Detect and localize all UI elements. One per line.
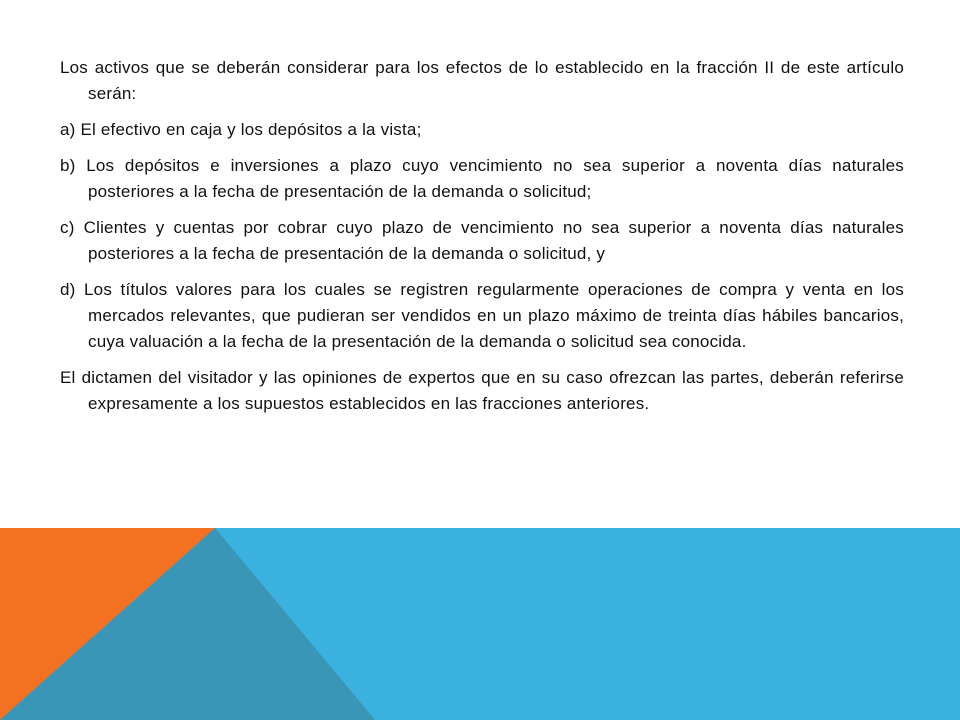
closing-paragraph: El dictamen del visitador y las opiniones de expertos que en su caso ofrezcan las partes, deberán referirse expresamente a los supuestos establecidos en las fracciones anteriores. bbox=[60, 368, 904, 413]
slide-body bbox=[60, 55, 904, 427]
intro-paragraph: Los activos que se deberán considerar para los efectos de lo establecido en la fracción II de este artículo serán: bbox=[60, 58, 904, 103]
item-b-paragraph: b) Los depósitos e inversiones a plazo cuyo vencimiento no sea superior a noventa días naturales posteriores a la fecha de presentación de la demanda o solicitud; bbox=[60, 156, 904, 201]
item-c-paragraph: c) Clientes y cuentas por cobrar cuyo plazo de vencimiento no sea superior a noventa días naturales posteriores a la fecha de presentación de la demanda o solicitud, y bbox=[60, 218, 904, 263]
item-d-paragraph: d) Los títulos valores para los cuales se registren regularmente operaciones de compra y venta en los mercados relevantes, que pudieran ser vendidos en un plazo máximo de treinta días hábiles bancarios, cuya valuación a la fecha de la presentación de la demanda o solicitud sea conocida. bbox=[60, 280, 904, 351]
item-a-paragraph: a) El efectivo en caja y los depósitos a la vista; bbox=[60, 120, 422, 139]
decorative-footer-shapes bbox=[0, 528, 960, 720]
